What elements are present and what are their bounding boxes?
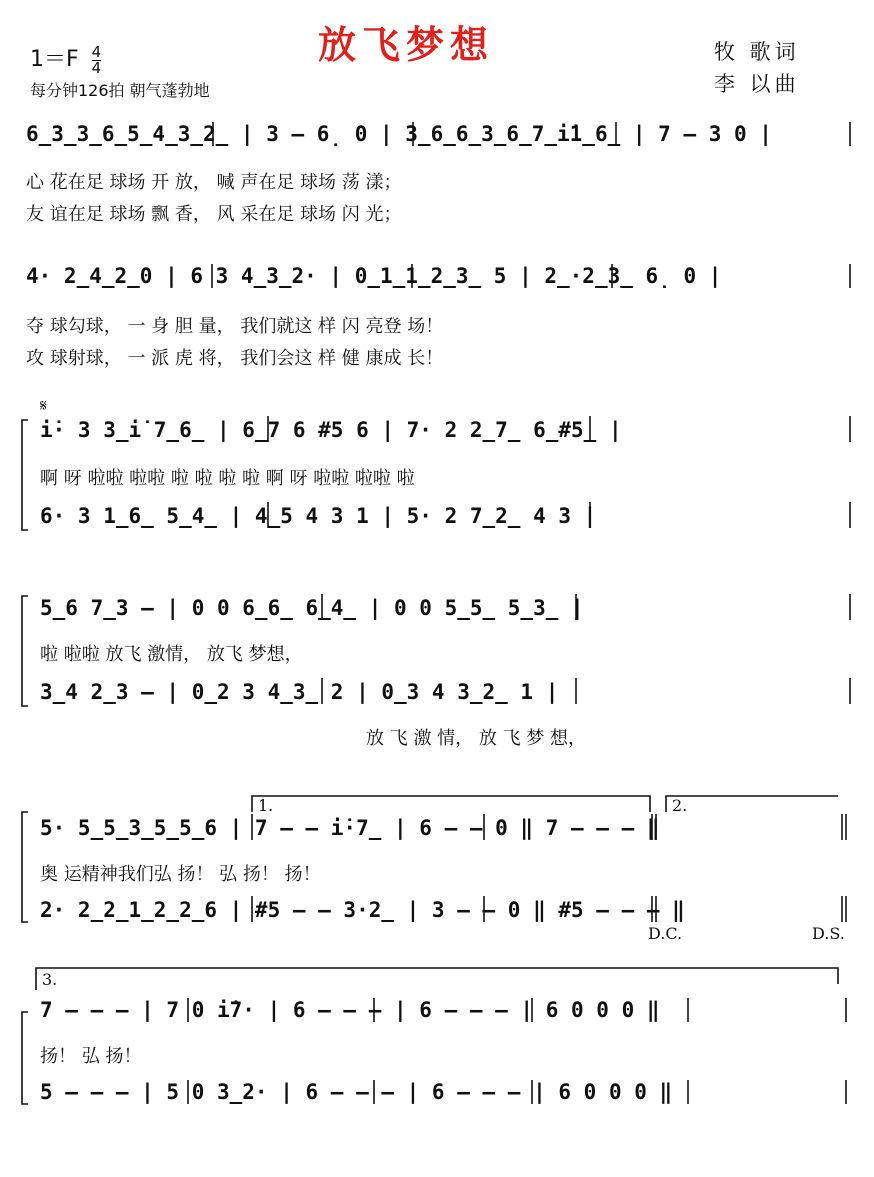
- segno-sign: 𝄋: [40, 396, 47, 415]
- da-capo-mark: D.C.: [648, 924, 683, 943]
- lyric-row-4: 啦 啦啦 放飞 激情， 放飞 梦想，: [40, 644, 303, 665]
- harmony-row-3: 6· 3 1̲6̲ 5̲4̲ | 4̲5 4 3 1 | 5· 2 7̲2̲ 4 3 |: [40, 504, 597, 528]
- harmony-lyric-row-4: 放 飞 激 情， 放 飞 梦 想，: [366, 728, 587, 749]
- volta-2: 2.: [672, 796, 688, 815]
- harmony-row-4: 3̲4 2̲3 – | 0̲2 3 4̲3̲ 2 | 0̲3 4 3̲2̲ 1 |: [40, 680, 559, 704]
- volta-1: 1.: [258, 796, 274, 815]
- time-denominator: 4: [91, 58, 102, 77]
- key-label: 1＝F: [30, 47, 79, 72]
- harmony-row-6: 5 – – – | 5 0 3̲2· | 6 – – – | 6 – – – | 6 0 0 0 ‖: [40, 1080, 673, 1104]
- volta-3: 3.: [42, 970, 58, 989]
- melody-row-5: 5· 5̲5̲3̲5̲5̲6 | 7 – – i̇·7̲ | 6 – – 0 ‖ 7 – – – ‖: [40, 816, 660, 840]
- song-title: 放飞梦想: [318, 23, 495, 67]
- time-numerator: 4: [91, 42, 102, 61]
- lyric-verse-1-row-1: 心 花在足 球场 开 放， 喊 声在足 球场 荡 漾；: [26, 172, 402, 193]
- melody-row-2: 4· 2̲4̲2̲0 | 6 3 4̲3̲2· | 0̲1̲1̲2̲3̲ 5 | 2̲·2̲3̲ 6̣ 0 |: [26, 264, 722, 288]
- melody-row-1: 6̲3̲3̲6̲5̲4̲3̲2̲ | 3 – 6̣ 0 | 3̲6̲6̲3̲6̲7̲i̇1̲6̲ | 7 – 3 0 |: [26, 122, 772, 146]
- key-signature: [30, 42, 101, 76]
- melody-row-3: i̇· 3 3̲i̇ 7̲6̲ | 6̲7 6 #5 6 | 7· 2 2̲7̲ 6̲#5̲ |: [40, 418, 622, 442]
- lyric-row-5: 奥 运精神我们弘 扬！ 弘 扬！ 扬！: [40, 864, 321, 885]
- lyric-row-3: 啊 呀 啦啦 啦啦 啦 啦 啦 啦 啊 呀 啦啦 啦啦 啦: [40, 468, 415, 489]
- dal-segno-mark: D.S.: [812, 924, 845, 943]
- melody-row-4: 5̲6 7̲3 – | 0 0 6̲6̲ 6̲4̲ | 0 0 5̲5̲ 5̲3̲ |: [40, 596, 584, 620]
- time-signature: [91, 42, 102, 77]
- tempo-marking: 每分钟126拍 朝气蓬勃地: [30, 81, 210, 100]
- composer-credit: 李 以曲: [714, 72, 800, 96]
- lyric-row-6: 扬！ 弘 扬！: [40, 1046, 142, 1067]
- lyric-verse-1-row-2: 夺 球勾球， 一 身 胆 量， 我们就这 样 闪 亮登 场！: [26, 316, 444, 337]
- lyric-verse-2-row-1: 友 谊在足 球场 飘 香， 风 采在足 球场 闪 光；: [26, 204, 402, 225]
- lyricist-credit: 牧 歌词: [714, 40, 800, 64]
- lyric-verse-2-row-2: 攻 球射球， 一 派 虎 将， 我们会这 样 健 康成 长！: [26, 348, 444, 369]
- harmony-row-5: 2· 2̲2̲1̲2̲2̲6 | #5 – – 3·2̲ | 3 – – 0 ‖ #5 – – – ‖: [40, 898, 685, 922]
- melody-row-6: 7 – – – | 7 0 i̇7· | 6 – – – | 6 – – – | 6 0 0 0 ‖: [40, 998, 660, 1022]
